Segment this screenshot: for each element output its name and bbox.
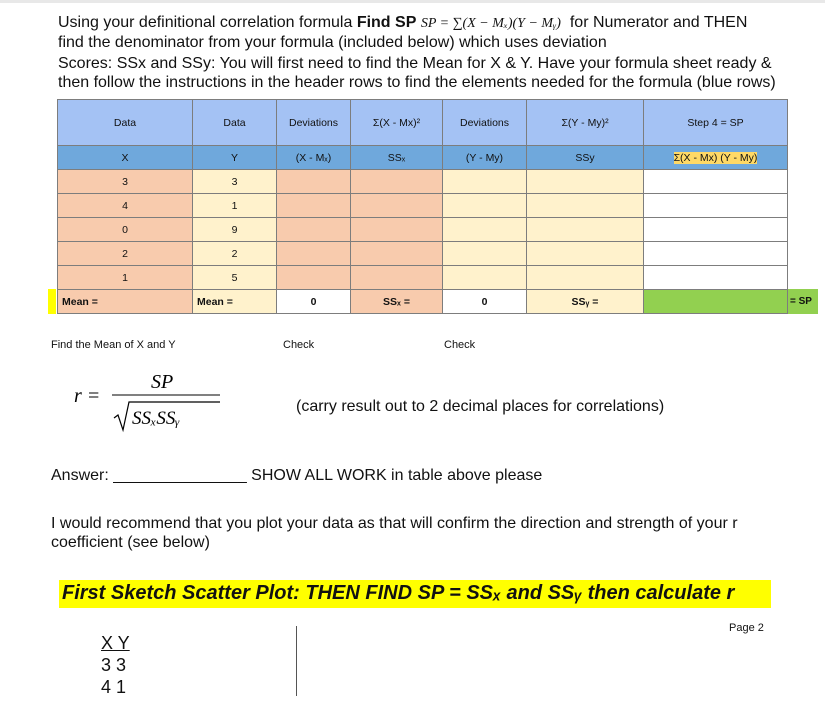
cell-ssx[interactable] <box>351 194 443 218</box>
sketch-instruction: First Sketch Scatter Plot: THEN FIND SP = SSₓ and SSᵧ then calculate r <box>62 582 735 604</box>
cell-dev-y[interactable] <box>443 242 527 266</box>
check-label-x: Check <box>283 339 315 351</box>
table-header-row <box>58 100 788 146</box>
subheader-ssy: SSy <box>527 146 644 170</box>
xy-row: 3 3 <box>101 655 127 675</box>
header-data-x: Data <box>58 100 193 146</box>
table-row <box>58 170 788 194</box>
cell-y[interactable]: 1 <box>193 194 277 218</box>
page-top-edge <box>0 0 825 3</box>
subheader-sp <box>644 146 788 170</box>
cell-ssy[interactable] <box>527 266 644 290</box>
xy-header: X Y <box>101 633 130 653</box>
cell-dev-y[interactable] <box>443 170 527 194</box>
cell-y[interactable]: 9 <box>193 218 277 242</box>
cell-sp[interactable] <box>644 170 788 194</box>
recommendation-line-2: coefficient (see below) <box>51 534 210 551</box>
instructions-paragraph <box>58 14 808 92</box>
header-sp: Step 4 = SP <box>644 100 788 146</box>
cell-dev-y[interactable] <box>443 266 527 290</box>
mean-x-cell[interactable]: Mean = <box>58 290 193 314</box>
r-numerator: SP <box>151 371 174 393</box>
header-dev-y: Deviations <box>443 100 527 146</box>
cell-sp[interactable] <box>644 194 788 218</box>
mean-y-cell[interactable]: Mean = <box>193 290 277 314</box>
carry-instruction: (carry result out to 2 decimal places for correlations) <box>296 398 665 415</box>
recommendation-text <box>51 514 771 552</box>
instructions-text-post: for Numerator and THEN <box>569 14 748 31</box>
cell-ssx[interactable] <box>351 242 443 266</box>
cell-ssy[interactable] <box>527 218 644 242</box>
instructions-line-3: Scores: SSx and SSy: You will first need to find the Mean for X & Y. Have your formula sheet ready & <box>58 55 772 72</box>
dev-x-sum[interactable]: 0 <box>277 290 351 314</box>
cell-y[interactable]: 3 <box>193 170 277 194</box>
answer-line <box>51 467 542 485</box>
cell-dev-x[interactable] <box>277 194 351 218</box>
check-label-y: Check <box>444 339 476 351</box>
table-row <box>58 242 788 266</box>
sp-formula: SP = ∑(X − Mₓ)(Y − Mᵧ) <box>420 16 561 31</box>
cell-dev-x[interactable] <box>277 218 351 242</box>
totals-row <box>58 290 788 314</box>
header-ssx: Σ(X - Mx)² <box>351 100 443 146</box>
table-row <box>58 194 788 218</box>
ssx-total[interactable]: SSₓ = <box>351 290 443 314</box>
cell-ssy[interactable] <box>527 170 644 194</box>
instructions-line-2: find the denominator from your formula (included below) which uses deviation <box>58 33 607 51</box>
cell-dev-x[interactable] <box>277 170 351 194</box>
answer-blank[interactable]: _______________ <box>113 467 247 484</box>
subheader-y: Y <box>193 146 277 170</box>
correlation-formula-graphic <box>72 368 232 438</box>
cell-sp[interactable] <box>644 242 788 266</box>
cell-ssy[interactable] <box>527 242 644 266</box>
header-dev-x: Deviations <box>277 100 351 146</box>
xy-row: 4 1 <box>101 677 127 697</box>
subheader-x: X <box>58 146 193 170</box>
answer-note: SHOW ALL WORK in table above please <box>246 467 543 484</box>
dev-y-sum[interactable]: 0 <box>443 290 527 314</box>
ssy-total[interactable]: SSᵧ = <box>527 290 644 314</box>
subheader-dev-x: (X - Mₓ) <box>277 146 351 170</box>
sp-total[interactable] <box>644 290 788 314</box>
subheader-ssx: SSₓ <box>351 146 443 170</box>
table-subheader-row <box>58 146 788 170</box>
plot-axis-line <box>296 626 297 696</box>
find-sp-bold: Find SP <box>356 14 417 31</box>
instructions-text: Using your definitional correlation formula <box>58 14 357 31</box>
header-ssy: Σ(Y - My)² <box>527 100 644 146</box>
header-data-y: Data <box>193 100 277 146</box>
worksheet-table <box>57 99 788 314</box>
cell-x[interactable]: 1 <box>58 266 193 290</box>
table-row <box>58 218 788 242</box>
row-highlight-marker <box>48 289 56 314</box>
instructions-line-1 <box>58 14 808 34</box>
cell-dev-x[interactable] <box>277 266 351 290</box>
cell-ssy[interactable] <box>527 194 644 218</box>
correlation-formula <box>72 368 232 444</box>
cell-y[interactable]: 5 <box>193 266 277 290</box>
cell-x[interactable]: 4 <box>58 194 193 218</box>
cell-sp[interactable] <box>644 266 788 290</box>
sp-equals-label: = SP <box>788 289 818 314</box>
cell-sp[interactable] <box>644 218 788 242</box>
find-mean-label: Find the Mean of X and Y <box>51 339 176 351</box>
cell-x[interactable]: 2 <box>58 242 193 266</box>
r-equals: r = <box>74 385 101 407</box>
instructions-line-4: then follow the instructions in the header rows to find the elements needed for the formula (blue rows) <box>58 73 776 91</box>
answer-label: Answer: <box>51 467 114 484</box>
recommendation-line-1: I would recommend that you plot your data as that will confirm the direction and strength of your r <box>51 515 738 532</box>
xy-data-list <box>101 632 130 698</box>
table-row <box>58 266 788 290</box>
cell-dev-y[interactable] <box>443 194 527 218</box>
cell-dev-y[interactable] <box>443 218 527 242</box>
cell-dev-x[interactable] <box>277 242 351 266</box>
subheader-dev-y: (Y - My) <box>443 146 527 170</box>
cell-ssx[interactable] <box>351 218 443 242</box>
r-denominator: SSₓSSᵧ <box>132 408 180 429</box>
sp-product-highlight: Σ(X - Mx) (Y - My) <box>673 151 758 164</box>
page-number: Page 2 <box>729 622 764 634</box>
cell-ssx[interactable] <box>351 266 443 290</box>
cell-x[interactable]: 0 <box>58 218 193 242</box>
cell-ssx[interactable] <box>351 170 443 194</box>
cell-y[interactable]: 2 <box>193 242 277 266</box>
cell-x[interactable]: 3 <box>58 170 193 194</box>
